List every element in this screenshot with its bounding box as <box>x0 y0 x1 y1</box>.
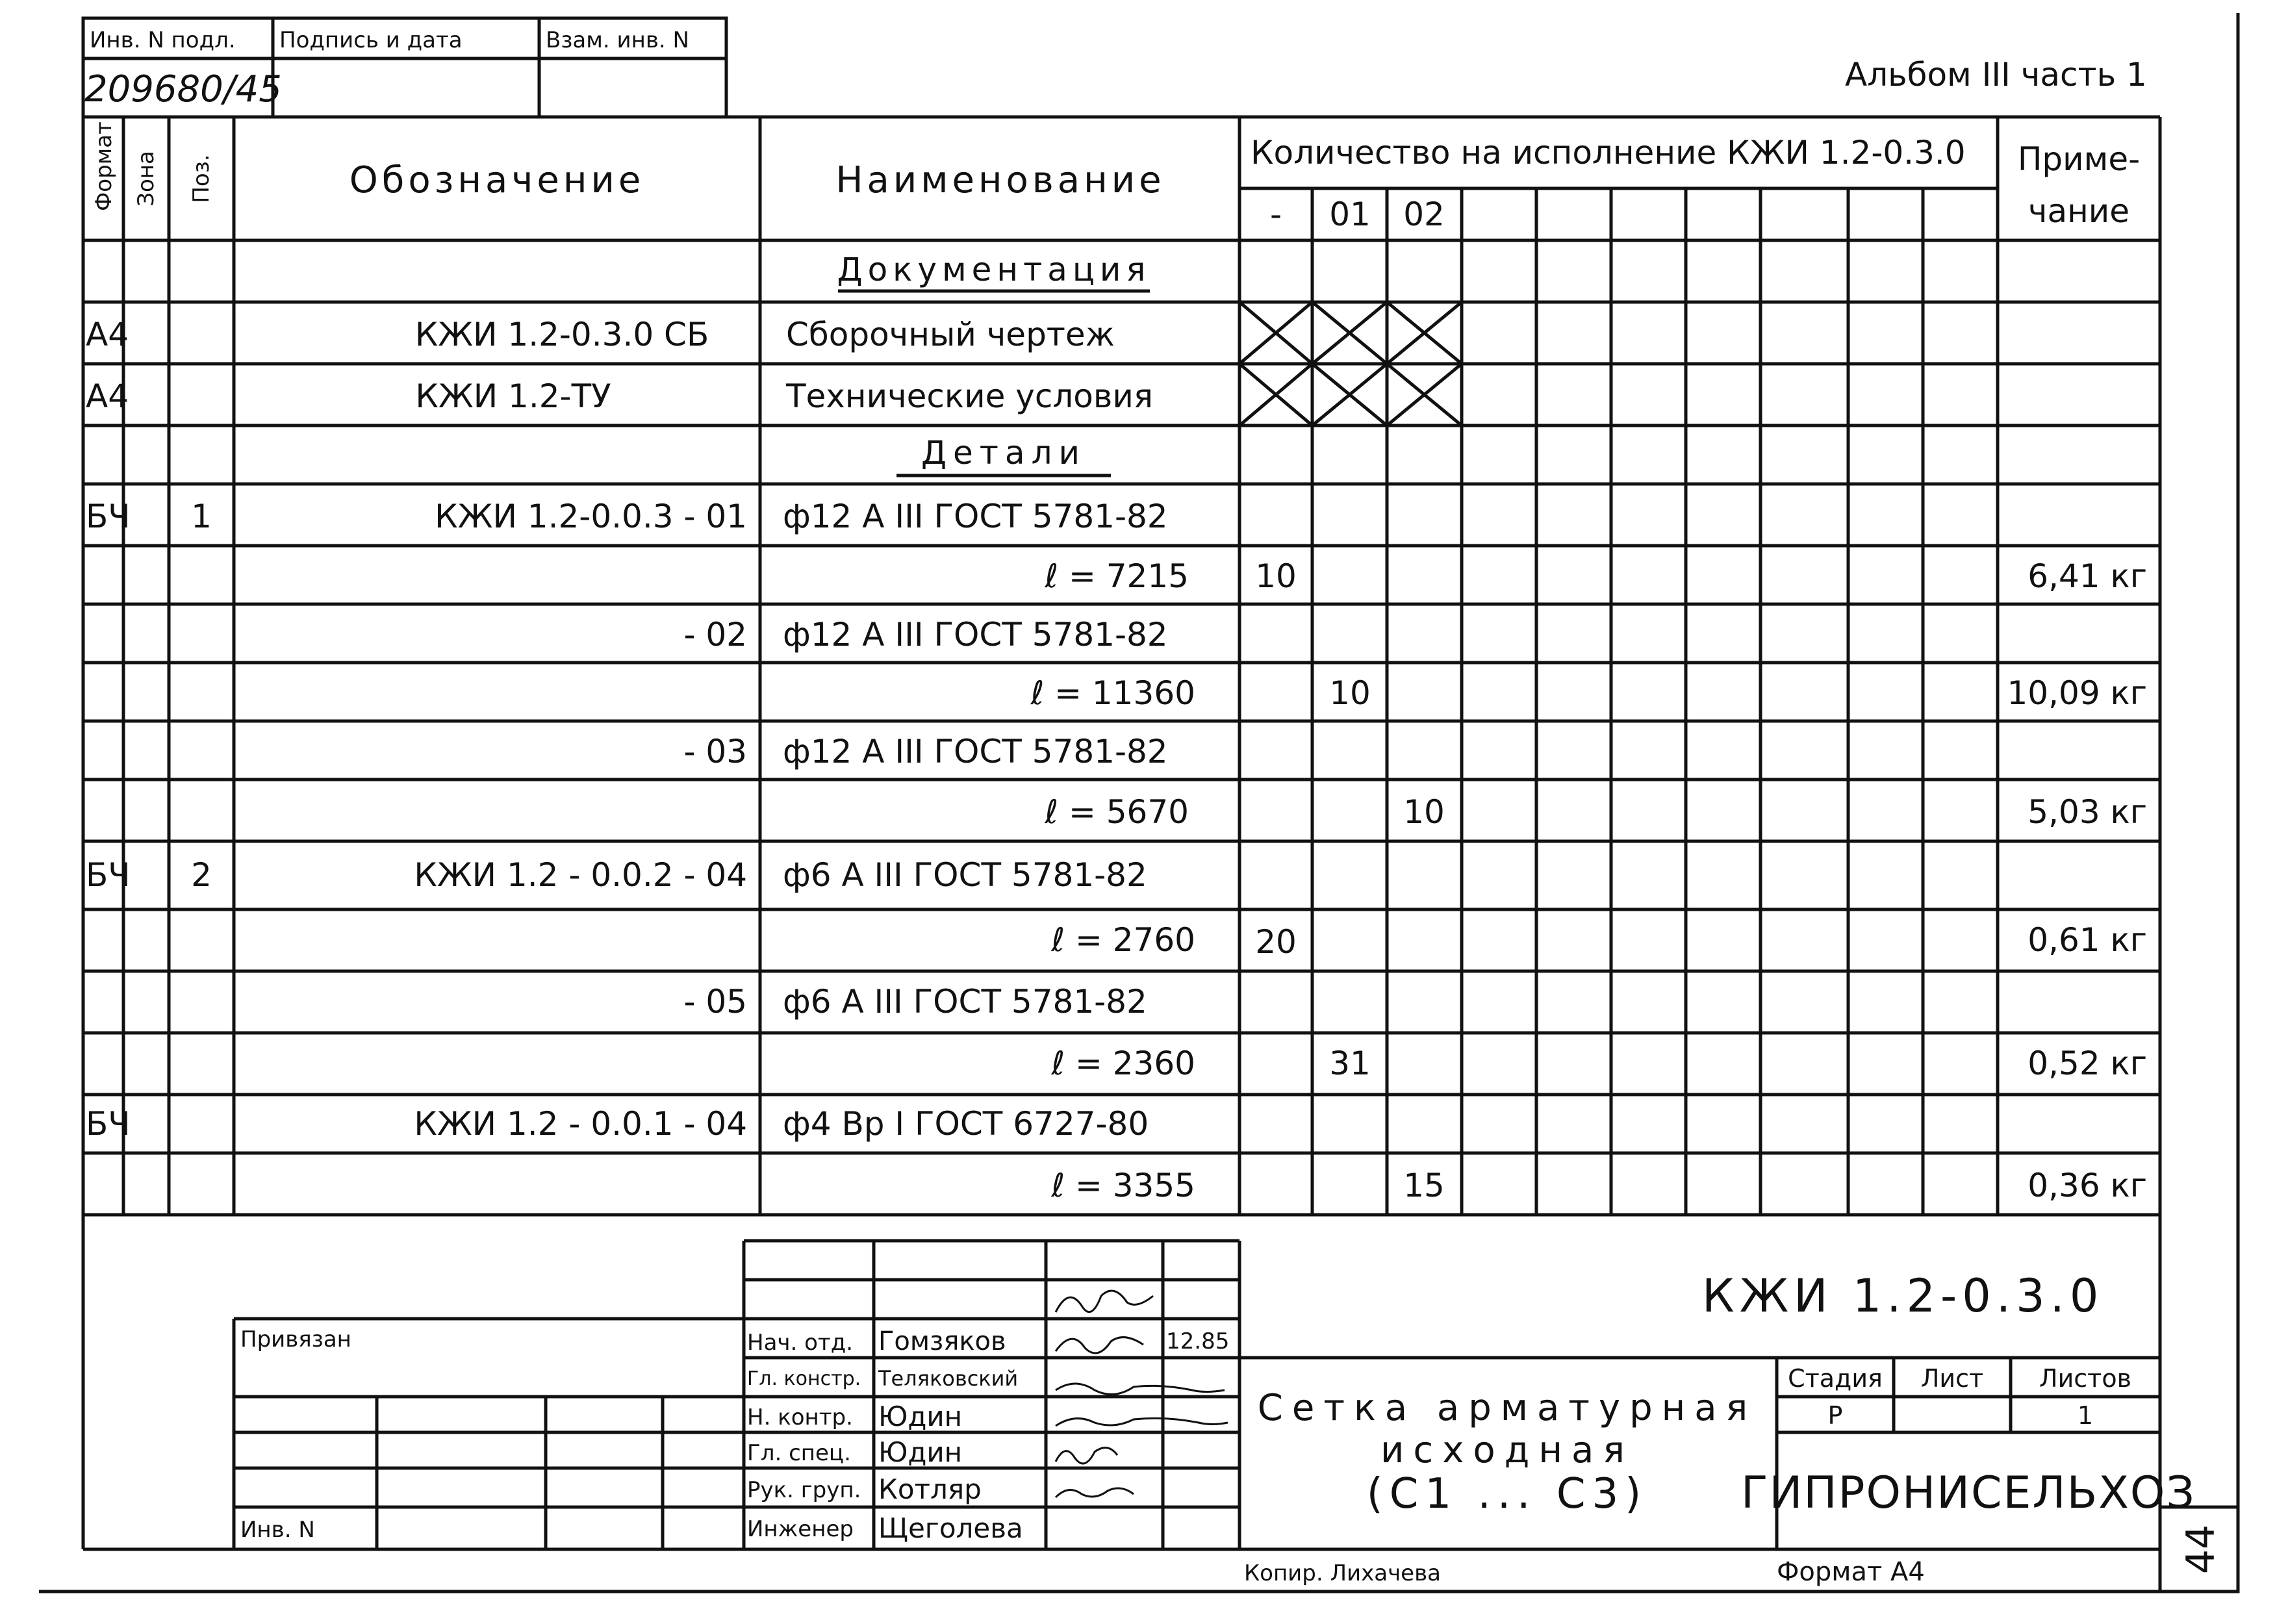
signer-name-2: Юдин <box>878 1401 963 1432</box>
signer-role-2: Н. контр. <box>747 1404 853 1430</box>
row-10-format: БЧ <box>86 856 131 894</box>
row-12-oboz: - 05 <box>683 983 747 1021</box>
row-3-naim: Детали <box>921 434 1087 472</box>
privyazan-label: Привязан <box>240 1326 351 1352</box>
row-13-naim: ℓ = 2360 <box>1051 1045 1195 1082</box>
row-15-naim: ℓ = 3355 <box>1051 1167 1195 1204</box>
header-zona: Зона <box>133 151 159 207</box>
row-11-naim: ℓ = 2760 <box>1051 921 1195 959</box>
doc-name-1: Сетка арматурная <box>1257 1387 1757 1429</box>
stamp-inv-value: 209680/45 <box>84 68 282 110</box>
row-13-q1: 31 <box>1329 1045 1371 1082</box>
row-4-format: БЧ <box>86 498 131 535</box>
row-10-oboz: КЖИ 1.2 - 0.0.2 - 04 <box>414 856 747 894</box>
header-format: Формат <box>91 121 117 211</box>
row-6-naim: ф12 А III ГОСТ 5781-82 <box>783 616 1168 653</box>
header-poz: Поз. <box>188 154 214 203</box>
signer-name-4: Котляр <box>878 1473 982 1505</box>
row-8-oboz: - 03 <box>683 733 747 770</box>
row-9-naim: ℓ = 5670 <box>1045 793 1189 831</box>
header-naimenovanie: Наименование <box>835 159 1165 201</box>
signer-role-3: Гл. спец. <box>747 1440 851 1466</box>
row-7-naim: ℓ = 11360 <box>1030 674 1195 712</box>
row-0-naim: Документация <box>837 251 1151 288</box>
row-8-naim: ф12 А III ГОСТ 5781-82 <box>783 733 1168 770</box>
format-label: Формат А4 <box>1777 1557 1925 1587</box>
signer-name-3: Юдин <box>878 1436 963 1468</box>
stamp-inv-podl-label: Инв. N подл. <box>90 27 236 53</box>
row-2-oboz: КЖИ 1.2-ТУ <box>415 377 611 415</box>
row-1-format: А4 <box>86 316 129 353</box>
doc-name-3: (С1 ... С3) <box>1366 1470 1648 1518</box>
stadiya-label: Стадия <box>1788 1364 1883 1393</box>
row-4-naim: ф12 А III ГОСТ 5781-82 <box>783 498 1168 535</box>
signer-date: 12.85 <box>1166 1328 1230 1354</box>
signer-role-4: Рук. груп. <box>747 1477 861 1503</box>
row-9-prim: 5,03 кг <box>2027 793 2147 831</box>
inv-n-label: Инв. N <box>240 1517 315 1543</box>
row-7-prim: 10,09 кг <box>2007 674 2147 712</box>
row-4-poz: 1 <box>191 498 212 535</box>
signer-role-0: Нач. отд. <box>747 1330 854 1356</box>
row-14-oboz: КЖИ 1.2 - 0.0.1 - 04 <box>414 1105 747 1143</box>
row-11-prim: 0,61 кг <box>2027 921 2147 959</box>
page-number: 44 <box>2178 1524 2224 1575</box>
header-kolichestvo: Количество на исполнение КЖИ 1.2-0.3.0 <box>1251 134 1966 171</box>
row-5-naim: ℓ = 7215 <box>1045 557 1189 595</box>
list-label: Лист <box>1920 1364 1984 1393</box>
row-15-q2: 15 <box>1403 1167 1445 1204</box>
row-2-naim: Технические условия <box>786 377 1153 415</box>
row-12-naim: ф6 А III ГОСТ 5781-82 <box>783 983 1147 1021</box>
row-13-prim: 0,52 кг <box>2027 1045 2147 1082</box>
row-9-q2: 10 <box>1403 793 1445 831</box>
stamp-vzam-label: Взам. инв. N <box>546 27 689 53</box>
row-1-oboz: КЖИ 1.2-0.3.0 СБ <box>414 316 709 353</box>
header-isp-2: 02 <box>1403 196 1445 233</box>
header-primechanie-1: Приме- <box>2017 140 2141 178</box>
row-7-q1: 10 <box>1329 674 1371 712</box>
header-oboznachenie: Обозначение <box>349 159 645 201</box>
row-2-format: А4 <box>86 377 129 415</box>
row-14-naim: ф4 Вр I ГОСТ 6727-80 <box>783 1105 1149 1143</box>
doc-code: КЖИ 1.2-0.3.0 <box>1702 1269 2104 1323</box>
listov-label: Листов <box>2039 1364 2131 1393</box>
row-15-prim: 0,36 кг <box>2027 1167 2147 1204</box>
row-11-q0: 20 <box>1255 923 1297 961</box>
signer-name-5: Щеголева <box>878 1512 1023 1544</box>
row-5-prim: 6,41 кг <box>2027 557 2147 595</box>
doc-name-2: исходная <box>1380 1429 1634 1471</box>
row-14-format: БЧ <box>86 1105 131 1143</box>
header-primechanie-2: чание <box>2027 192 2130 230</box>
album-label: Альбом III часть 1 <box>1845 56 2147 94</box>
row-4-oboz: КЖИ 1.2-0.0.3 - 01 <box>435 498 747 535</box>
signer-name-0: Гомзяков <box>878 1326 1006 1356</box>
row-10-poz: 2 <box>191 856 212 894</box>
listov-value: 1 <box>2077 1401 2094 1430</box>
signer-name-1: Теляковский <box>878 1366 1019 1391</box>
kopir-label: Копир. Лихачева <box>1244 1560 1441 1586</box>
row-1-naim: Сборочный чертеж <box>786 316 1115 353</box>
signer-role-1: Гл. констр. <box>747 1367 861 1390</box>
stadiya-value: Р <box>1827 1401 1843 1430</box>
org-name: ГИПРОНИСЕЛЬХОЗ <box>1741 1467 2196 1519</box>
header-isp-1: 01 <box>1329 196 1371 233</box>
header-isp-0: - <box>1269 196 1282 233</box>
stamp-podpis-label: Подпись и дата <box>279 27 463 53</box>
row-10-naim: ф6 А III ГОСТ 5781-82 <box>783 856 1147 894</box>
signer-role-5: Инженер <box>747 1516 854 1542</box>
row-5-q0: 10 <box>1255 557 1297 595</box>
row-6-oboz: - 02 <box>683 616 747 653</box>
